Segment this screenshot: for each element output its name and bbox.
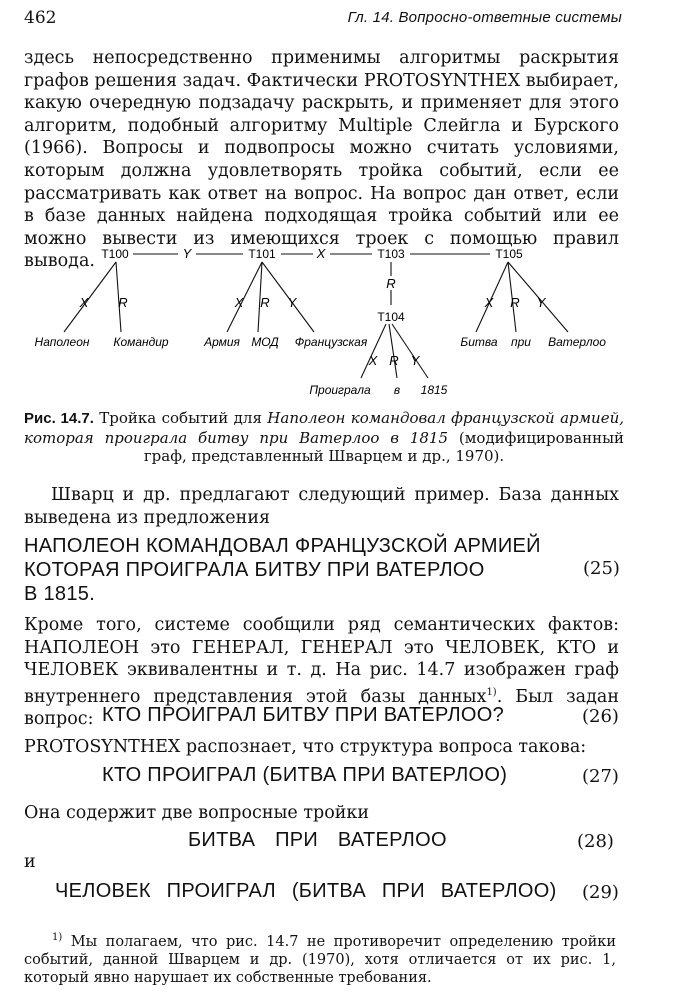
t100-branch-x: X bbox=[79, 295, 89, 310]
footnote-reference: 1) bbox=[486, 686, 497, 698]
leaf-proigrala: Проиграла bbox=[309, 383, 371, 397]
t101-branch-x: X bbox=[234, 295, 244, 310]
caption-text-start: Тройка событий для bbox=[93, 409, 268, 427]
leaf-v: в bbox=[393, 383, 401, 397]
link-r-t103-t104: R bbox=[386, 276, 396, 291]
question-structure-27: КТО ПРОИГРАЛ (БИТВА ПРИ ВАТЕРЛОО) bbox=[102, 764, 508, 786]
leaf-frantsuzskaya: Французская bbox=[294, 335, 368, 349]
link-y-t100-t101: Y bbox=[182, 246, 192, 261]
t100-branch-r: R bbox=[118, 295, 128, 310]
node-t103: T103 bbox=[377, 247, 405, 261]
leaf-year: 1815 bbox=[420, 383, 448, 397]
link-x-t101-t103: X bbox=[316, 246, 326, 261]
question-26: КТО ПРОИГРАЛ БИТВУ ПРИ ВАТЕРЛОО? bbox=[102, 704, 505, 726]
facts-text: Кроме того, системе сообщили ряд семантических фактов: НАПОЛЕОН это ГЕНЕРАЛ, ГЕНЕРАЛ это ЧЕЛОВЕК, КТО и ЧЕЛОВЕК эквивалентны и т. д. На рис. 14.7 изображен граф внутреннего представления этой базы данных bbox=[24, 615, 619, 707]
paragraph-example-intro: Шварц и др. предлагают следующий пример. База данных выведена из предложения bbox=[24, 485, 619, 528]
t104-branch-x: X bbox=[368, 353, 378, 368]
example-25-sentence bbox=[24, 534, 541, 606]
example-25-line-2: КОТОРАЯ ПРОИГРАЛА БИТВУ ПРИ ВАТЕРЛОО bbox=[24, 559, 485, 581]
leaf-napoleon: Наполеон bbox=[34, 335, 90, 349]
t105-branch-x: X bbox=[484, 295, 494, 310]
page-number: 462 bbox=[24, 8, 57, 28]
t104-branch-r: R bbox=[389, 353, 399, 368]
event-triple-graph bbox=[0, 240, 674, 405]
equation-number-26: (26) bbox=[582, 706, 619, 727]
leaf-mod: МОД bbox=[251, 335, 279, 349]
chapter-header: Гл. 14. Вопросно-ответные системы bbox=[347, 9, 622, 26]
equation-number-28: (28) bbox=[577, 831, 614, 852]
leaf-pri: при bbox=[511, 335, 531, 349]
leaf-armiya: Армия bbox=[204, 335, 240, 349]
leaf-komandir: Командир bbox=[113, 335, 169, 349]
caption-italic-phrase: Наполеон командовал французской армией, которая проиграла битву при Ватерлоо в 1815 bbox=[24, 409, 625, 447]
t101-branch-r: R bbox=[260, 295, 270, 310]
equation-number-27: (27) bbox=[582, 766, 619, 787]
footnote-text: Мы полагаем, что рис. 14.7 не противоречит определению тройки событий, данной Шварцем и др. (1970), хотя отличается от их рис. 1, который явно нарушает их собственные требования. bbox=[24, 933, 616, 986]
footnote-mark: 1) bbox=[52, 932, 63, 943]
leaf-vaterloo: Ватерлоо bbox=[548, 335, 606, 349]
facts-text-end: . Был задан вопрос: bbox=[24, 686, 619, 730]
triple-28: БИТВА ПРИ ВАТЕРЛОО bbox=[188, 829, 447, 851]
node-t105: T105 bbox=[495, 247, 523, 261]
equation-number-29: (29) bbox=[582, 882, 619, 903]
intro-paragraph: здесь непосредственно применимы алгоритмы раскрытия графов решения задач. Фактически PROTOSYNTHEX выбирает, какую очередную подзадачу раскрыть, и применяет для этого алгоритм, подобный алгоритму Multiple Слейгла и Бурского (1966). Вопросы и подвопросы можно считать условиями, которым должна удовлетворять тройка событий, если ее рассматривать как ответ на вопрос. На вопрос дан ответ, если в базе данных найдена подходящая тройка событий или ее можно вывести из имеющихся троек с помощью правил вывода. bbox=[24, 48, 619, 272]
t101-branch-y: Y bbox=[287, 295, 297, 310]
footnote bbox=[24, 929, 616, 987]
node-t100: T100 bbox=[101, 247, 129, 261]
leaf-bitva: Битва bbox=[460, 335, 498, 349]
caption-text-end: (модифицированный граф, представленный Шварцем и др., 1970). bbox=[143, 428, 625, 465]
t105-branch-y: Y bbox=[536, 295, 546, 310]
node-t104: T104 bbox=[377, 310, 405, 324]
equation-number-25: (25) bbox=[583, 558, 620, 579]
caption-label: Рис. 14.7. bbox=[24, 410, 94, 427]
line-and: и bbox=[24, 852, 36, 872]
line-two-triples: Она содержит две вопросные тройки bbox=[24, 803, 370, 823]
example-25-line-3: В 1815. bbox=[24, 583, 96, 605]
figure-caption bbox=[24, 409, 624, 466]
node-t101: T101 bbox=[248, 247, 276, 261]
triple-29: ЧЕЛОВЕК ПРОИГРАЛ (БИТВА ПРИ ВАТЕРЛОО) bbox=[55, 880, 557, 902]
t104-branch-y: Y bbox=[410, 353, 420, 368]
t105-branch-r: R bbox=[510, 295, 520, 310]
example-25-line-1: НАПОЛЕОН КОМАНДОВАЛ ФРАНЦУЗСКОЙ АРМИЕЙ bbox=[24, 535, 541, 557]
line-protosynthex: PROTOSYNTHEX распознает, что структура вопроса такова: bbox=[24, 737, 587, 757]
